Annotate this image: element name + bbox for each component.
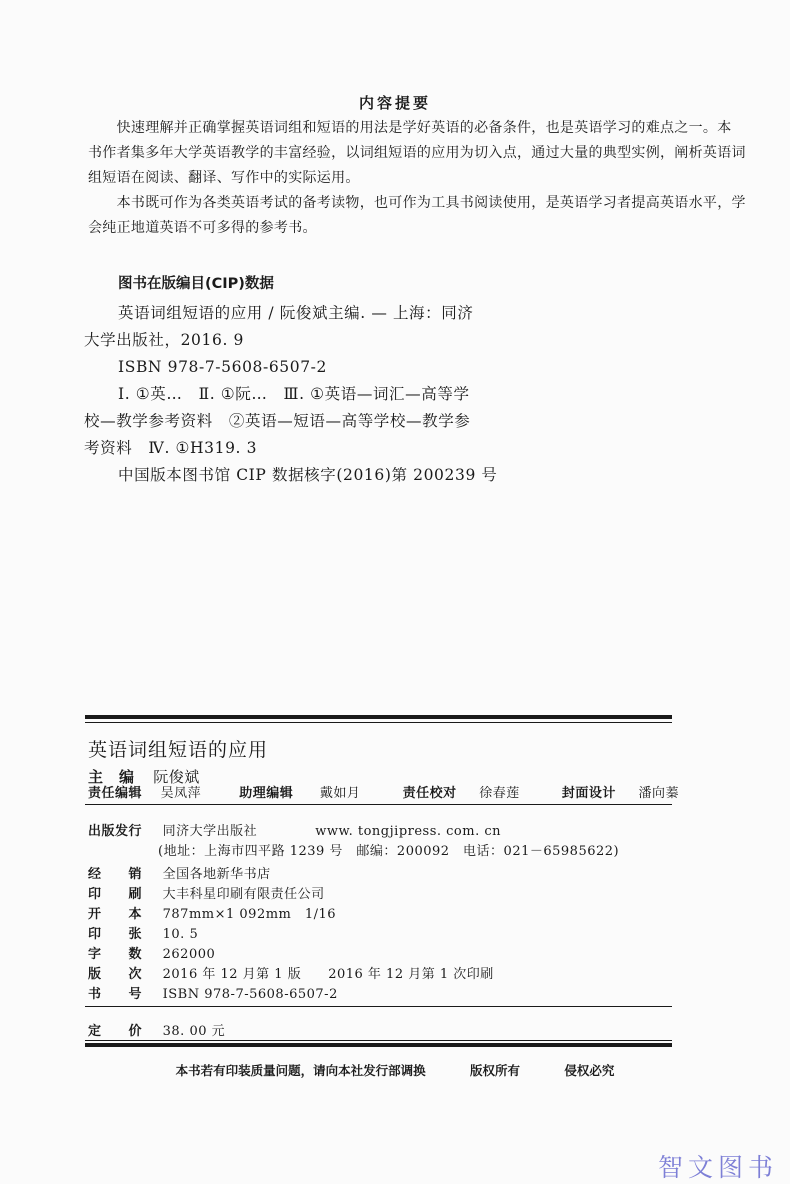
footer-piracy: 侵权必究 [564,1063,615,1078]
summary-line: 快速理解并正确掌握英语词组和短语的用法是学好英语的必备条件，也是英语学习的难点之一。本 [88,120,732,136]
info-row [88,883,325,902]
cip-line: 中国版本图书馆 CIP 数据核字(2016)第 200239 号 [118,466,498,484]
info-label: 经 销 [88,867,143,882]
summary-line: 组短语在阅读、翻译、写作中的实际运用。 [88,170,360,186]
credit-name: 戴如月 [319,786,361,801]
info-label: 印 刷 [88,887,143,902]
bottom-thick-rule [85,1043,672,1047]
info-value: 大丰科星印刷有限责任公司 [162,887,325,902]
info-value: 262000 [162,947,216,962]
publisher-label: 出版发行 [88,824,143,839]
credits-rule [85,804,672,805]
publisher-row [88,820,501,839]
credits-row [88,782,679,801]
info-row [88,963,494,982]
bottom-thin-rule [85,1040,672,1041]
cip-line: Ⅰ. ①英… Ⅱ. ①阮… Ⅲ. ①英语—词汇—高等学 [118,385,470,403]
info-value: 10. 5 [162,927,199,942]
credit-label: 助理编辑 [239,786,294,801]
info-label: 印 张 [88,927,143,942]
price-row [88,1020,225,1039]
info-row [88,943,215,962]
summary-heading: 内容提要 [358,94,431,112]
info-value: 全国各地新华书店 [162,867,271,882]
book-title: 英语词组短语的应用 [88,739,269,761]
credit-label: 责任校对 [402,786,457,801]
credit-label: 责任编辑 [88,786,143,801]
publisher-address: (地址：上海市四平路 1239 号 邮编：200092 电话：021－65985622) [158,844,620,859]
cip-line: 大学出版社，2016. 9 [84,331,244,349]
footer-notice [0,1061,790,1079]
price-label: 定 价 [88,1024,143,1039]
info-label: 版 次 [88,967,143,982]
cip-line: 英语词组短语的应用 / 阮俊斌主编. — 上海：同济 [118,304,474,322]
credit-name: 潘向蓁 [638,786,679,801]
info-value: 787mm×1 092mm 1/16 [162,907,337,922]
top-thick-rule [85,715,672,719]
credit-name: 吴凤萍 [160,786,202,801]
summary-line: 本书既可作为各类英语考试的备考读物，也可作为工具书阅读使用，是英语学习者提高英语水平，学 [88,195,746,211]
info-label: 字 数 [88,947,143,962]
cip-block [84,300,514,489]
credit-name: 徐春莲 [479,786,520,801]
cip-line: 校—教学参考资料 ②英语—短语—高等学校—教学参 [84,412,471,430]
info-value: ISBN 978-7-5608-6507-2 [162,987,338,1002]
summary-line: 会纯正地道英语不可多得的参考书。 [88,220,317,236]
summary-body [88,116,748,241]
info-label: 书 号 [88,987,143,1002]
price-value: 38. 00 元 [162,1024,226,1039]
cip-heading: 图书在版编目(CIP)数据 [118,276,274,292]
top-thin-rule [85,722,672,723]
editor-label: 主 编 [88,768,135,786]
watermark-logo: 智文图书 [657,1153,778,1182]
info-label: 开 本 [88,907,143,922]
info-row [88,863,271,882]
cip-line: ISBN 978-7-5608-6507-2 [118,358,327,376]
credit-label: 封面设计 [561,786,616,801]
editor-name: 阮俊斌 [153,768,200,786]
info-row [88,923,198,942]
info-row [88,903,336,922]
publisher-website[interactable]: www. tongjipress. com. cn [315,824,502,839]
price-rule [85,1006,672,1007]
footer-quality-notice: 本书若有印装质量问题，请向本社发行部调换 [175,1063,426,1078]
publisher-name: 同济大学出版社 [162,824,258,839]
info-row [88,983,338,1002]
summary-line: 书作者集多年大学英语教学的丰富经验，以词组短语的应用为切入点，通过大量的典型实例，阐析英语词 [88,145,746,161]
info-value: 2016 年 12 月第 1 版 2016 年 12 月第 1 次印刷 [162,967,494,982]
footer-rights: 版权所有 [469,1063,520,1078]
cip-line: 考资料 Ⅳ. ①H319. 3 [84,439,258,457]
